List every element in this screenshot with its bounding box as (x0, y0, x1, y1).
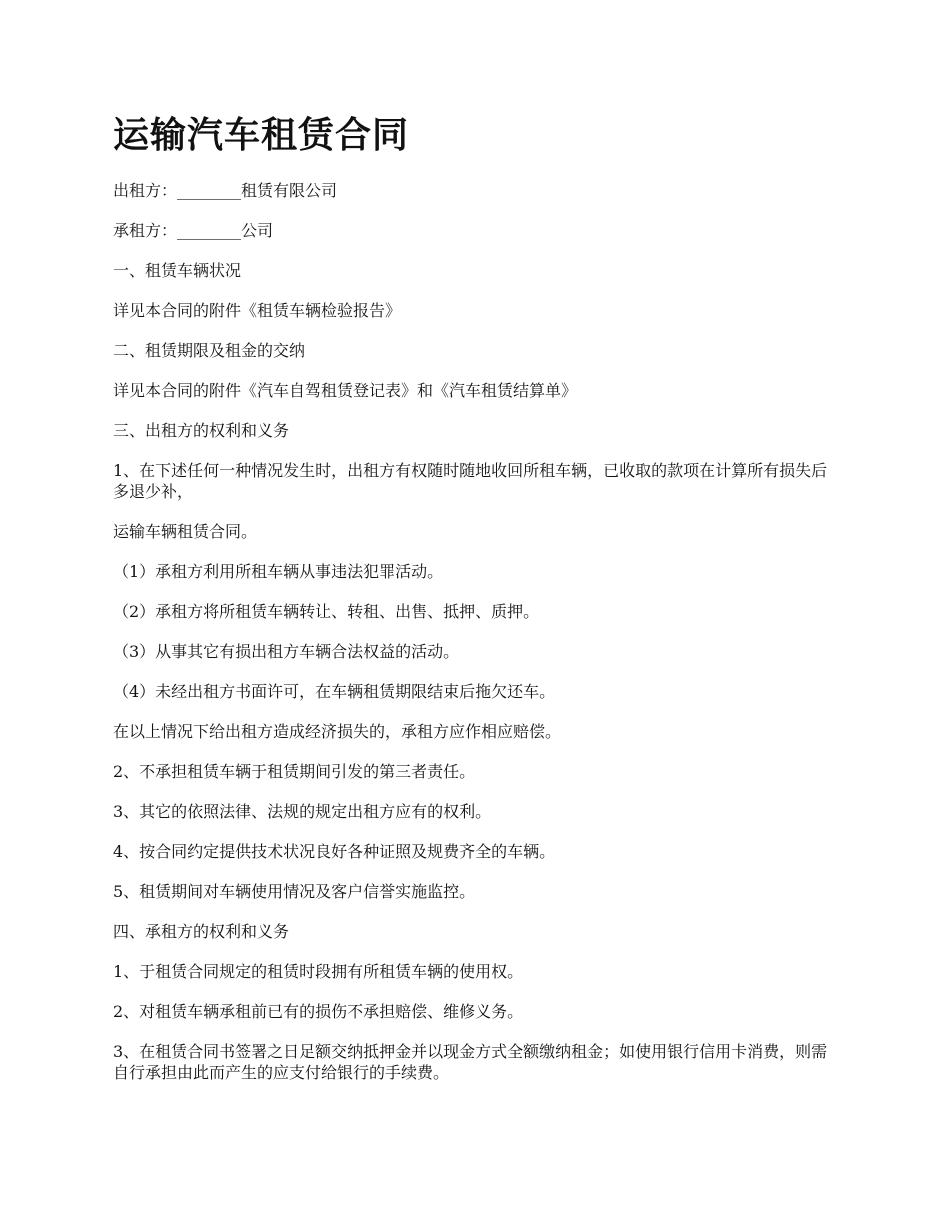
list-item: （1）承租方利用所租车辆从事违法犯罪活动。 (113, 562, 444, 581)
lessor-line: 出租方：________租赁有限公司 (113, 181, 338, 200)
paragraph: 运输车辆租赁合同。 (113, 522, 258, 541)
section-heading-4: 四、承租方的权利和义务 (113, 922, 290, 941)
document-title: 运输汽车租赁合同 (113, 114, 410, 156)
section-heading-1: 一、租赁车辆状况 (113, 261, 242, 280)
list-item: （2）承租方将所租赁车辆转让、转租、出售、抵押、质押。 (113, 602, 540, 621)
paragraph: 5、租赁期间对车辆使用情况及客户信誉实施监控。 (113, 882, 476, 901)
paragraph: 1、于租赁合同规定的租赁时段拥有所租赁车辆的使用权。 (113, 962, 524, 981)
list-item: （4）未经出租方书面许可，在车辆租赁期限结束后拖欠还车。 (113, 682, 556, 701)
section-heading-2: 二、租赁期限及租金的交纳 (113, 341, 306, 360)
section-heading-3: 三、出租方的权利和义务 (113, 421, 290, 440)
paragraph: 2、不承担租赁车辆于租赁期间引发的第三者责任。 (113, 762, 476, 781)
document-page (113, 110, 833, 1102)
paragraph: 3、在租赁合同书签署之日足额交纳抵押金并以现金方式全额缴纳租金；如使用银行信用卡消费，则需自行承担由此而产生的应支付给银行的手续费。 (113, 1042, 828, 1082)
paragraph: 在以上情况下给出租方造成经济损失的，承租方应作相应赔偿。 (113, 722, 562, 741)
paragraph: 详见本合同的附件《汽车自驾租赁登记表》和《汽车租赁结算单》 (113, 381, 578, 400)
paragraph: 3、其它的依照法律、法规的规定出租方应有的权利。 (113, 802, 492, 821)
paragraph: 详见本合同的附件《租赁车辆检验报告》 (113, 301, 402, 320)
paragraph: 2、对租赁车辆承租前已有的损伤不承担赔偿、维修义务。 (113, 1002, 524, 1021)
paragraph: 4、按合同约定提供技术状况良好各种证照及规费齐全的车辆。 (113, 842, 556, 861)
paragraph: 1、在下述任何一种情况发生时，出租方有权随时随地收回所租车辆，已收取的款项在计算所有损失后多退少补， (113, 461, 828, 501)
lessee-line: 承租方：________公司 (113, 221, 274, 240)
list-item: （3）从事其它有损出租方车辆合法权益的活动。 (113, 642, 460, 661)
